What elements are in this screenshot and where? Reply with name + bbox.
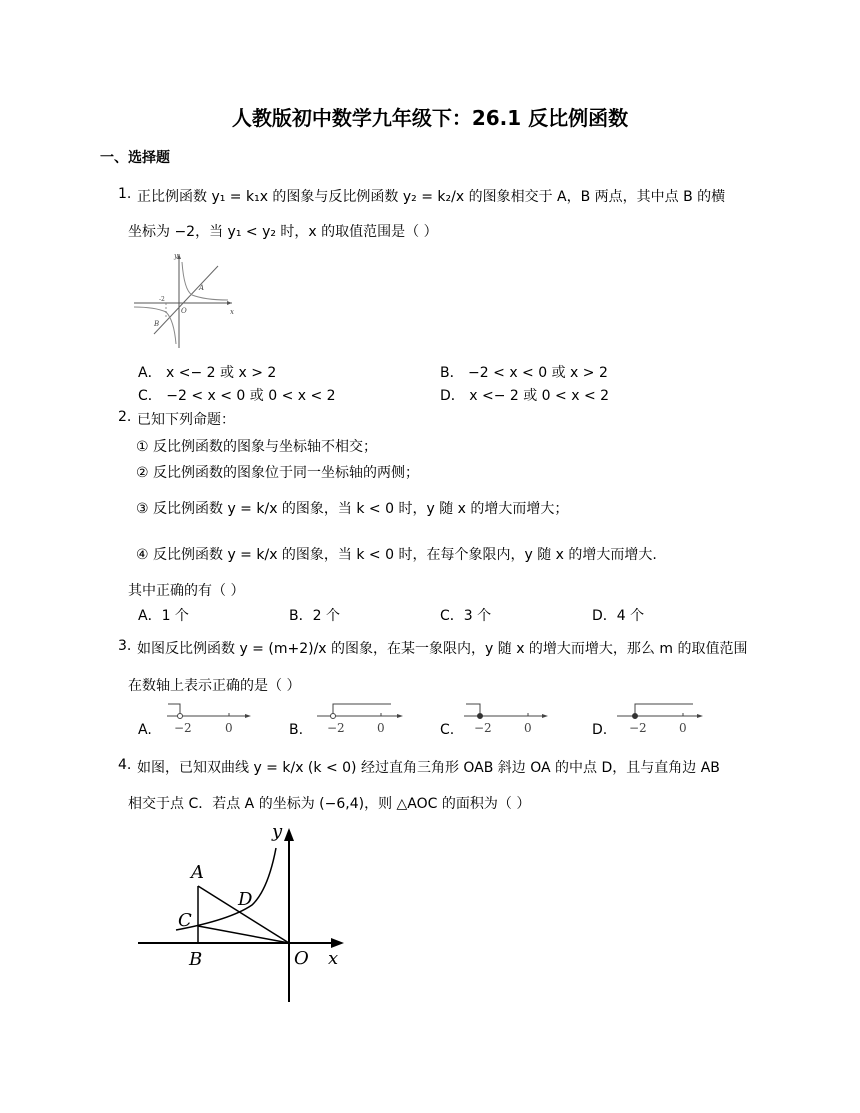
question-1-graph [130, 250, 240, 350]
q1-label-o: O [181, 307, 187, 315]
question-4-graph [130, 820, 360, 1010]
q4-label-b: B [189, 949, 203, 970]
q3-d-tick-neg2: −2 [629, 721, 647, 735]
q4-label-d: D [238, 889, 253, 910]
q1-label-a: A [199, 284, 205, 292]
q4-label-x: x [328, 948, 339, 969]
q2-option-b[interactable]: B．2 个 [289, 608, 340, 624]
q1-option-a[interactable]: A． x <− 2 或 x > 2 [138, 365, 277, 381]
q1-label-b: B [154, 320, 160, 328]
question-3-line-2: 在数轴上表示正确的是（ ） [128, 678, 301, 694]
q2-item-4: ④ 反比例函数 y = k/x 的图象，当 k < 0 时，在每个象限内，y 随 x 的增大而增大. [136, 547, 657, 563]
q4-label-o: O [294, 948, 309, 969]
page-title: 人教版初中数学九年级下：26.1 反比例函数 [231, 106, 629, 130]
q3-option-d-letter[interactable]: D. [592, 722, 608, 738]
question-3-line-1: 如图反比例函数 y = (m+2)/x 的图象，在某一象限内，y 随 x 的增大而增大，那么 m 的取值范围 [137, 641, 748, 657]
question-1-number: 1. [118, 186, 132, 202]
q3-number-line-c[interactable] [462, 698, 552, 736]
q1-option-b[interactable]: B． −2 < x < 0 或 x > 2 [440, 365, 608, 381]
q4-y-arrow [284, 828, 294, 841]
q3-number-line-a[interactable] [165, 698, 255, 736]
q4-label-a: A [191, 862, 204, 883]
q1-x-arrow [227, 301, 232, 305]
q2-item-1: ① 反比例函数的图象与坐标轴不相交； [136, 439, 377, 455]
section-heading: 一、选择题 [100, 150, 170, 166]
q2-option-d[interactable]: D．4 个 [592, 608, 645, 624]
q1-label-neg2: -2 [159, 296, 165, 303]
q4-label-c: C [178, 910, 192, 931]
q3-c-tick-neg2: −2 [474, 721, 492, 735]
question-4-number: 4. [118, 757, 132, 773]
q3-number-line-d[interactable] [615, 698, 707, 736]
question-4-line-2: 相交于点 C．若点 A 的坐标为 (−6,4)，则 △AOC 的面积为（ ） [128, 796, 531, 812]
q2-item-2: ② 反比例函数的图象位于同一坐标轴的两侧； [136, 465, 419, 481]
question-1-line-2: 坐标为 −2，当 y₁ < y₂ 时，x 的取值范围是（ ） [128, 224, 438, 240]
q2-item-3: ③ 反比例函数 y = k/x 的图象，当 k < 0 时，y 随 x 的增大而增大； [136, 501, 569, 517]
q4-x-arrow [331, 938, 344, 948]
q2-option-a[interactable]: A．1 个 [138, 608, 189, 624]
q2-ask: 其中正确的有（ ） [128, 583, 245, 599]
question-2-stem: 已知下列命题： [137, 412, 235, 428]
q3-number-line-b[interactable] [315, 698, 407, 736]
q3-c-tick-0: 0 [524, 721, 532, 735]
question-2-number: 2. [118, 409, 132, 425]
q3-option-a-letter[interactable]: A. [138, 722, 152, 738]
q3-a-tick-neg2: −2 [174, 721, 192, 735]
question-4-line-1: 如图，已知双曲线 y = k/x (k < 0) 经过直角三角形 OAB 斜边 OA 的中点 D，且与直角边 AB [137, 760, 720, 776]
q1-hyperbola-1 [182, 262, 228, 300]
q3-option-b-letter[interactable]: B. [289, 722, 304, 738]
question-1-line-1: 正比例函数 y₁ = k₁x 的图象与反比例函数 y₂ = k₂/x 的图象相交于 A，B 两点，其中点 B 的横 [137, 189, 726, 205]
q3-a-tick-0: 0 [225, 721, 233, 735]
q1-option-d[interactable]: D． x <− 2 或 0 < x < 2 [440, 388, 610, 404]
q1-label-y: y [174, 252, 178, 260]
q3-d-tick-0: 0 [679, 721, 687, 735]
q3-b-tick-0: 0 [377, 721, 385, 735]
q1-label-x: x [230, 308, 234, 316]
q3-option-c-letter[interactable]: C. [440, 722, 455, 738]
question-3-number: 3. [118, 638, 132, 654]
q4-label-y: y [272, 821, 283, 842]
q1-option-c[interactable]: C． −2 < x < 0 或 0 < x < 2 [138, 388, 336, 404]
q2-option-c[interactable]: C．3 个 [440, 608, 492, 624]
q3-b-tick-neg2: −2 [327, 721, 345, 735]
